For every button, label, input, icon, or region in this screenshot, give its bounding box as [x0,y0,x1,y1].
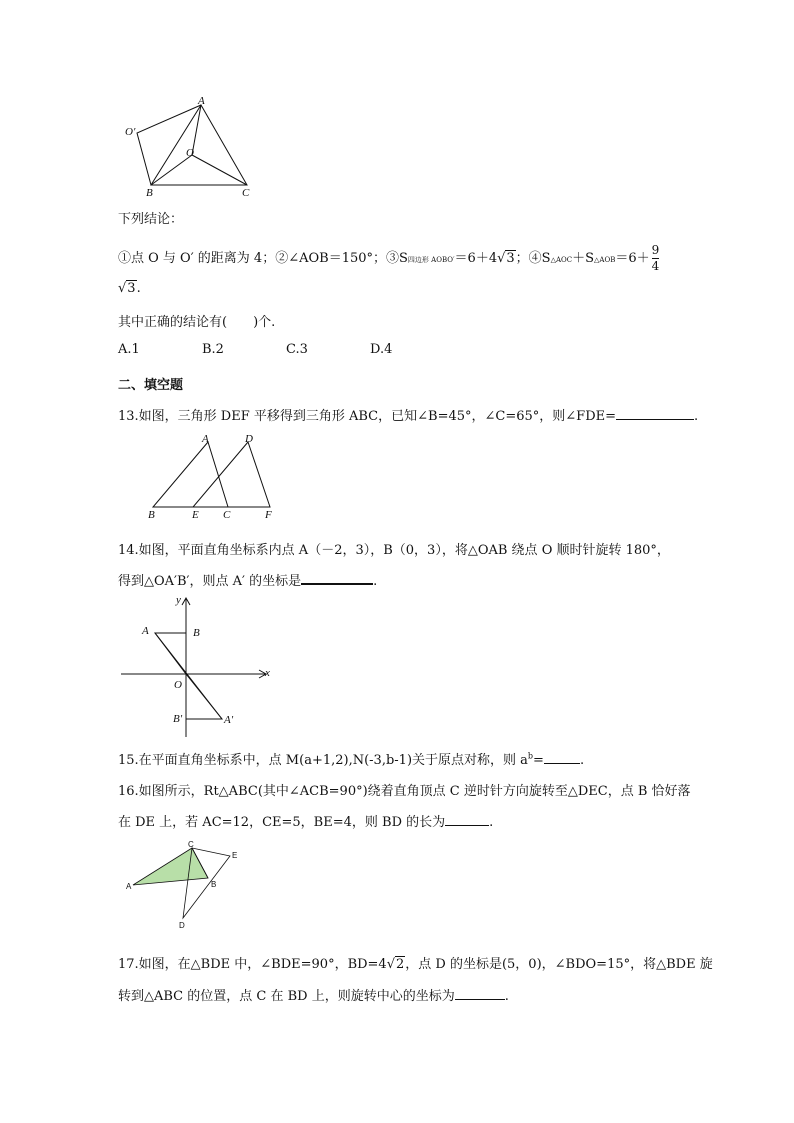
q12-intro: 下列结论： [118,212,184,227]
q12-s1: ①点 O 与 O′ 的距离为 4；②∠AOB＝150°；③S [118,251,408,266]
q13-end: . [694,409,699,424]
q14-label-y: y [176,594,181,606]
q12-option-c: C.3 [286,342,308,357]
q13-label-a: A [202,433,209,445]
q14-segment-a-a-prime [155,633,222,719]
q12-cont-end: . [136,281,141,296]
q13-label-c: C [223,509,231,521]
q14-text2 [118,570,377,589]
q14-label-b: B [193,627,200,639]
q12-label-o: O [186,147,194,159]
q16-label-c: C [188,840,194,849]
q12-s2: ＝6＋4 [454,251,498,266]
q12-option-d: D.4 [370,342,393,357]
q13-triangle-abc [153,442,228,507]
q16-triangle-abc [133,848,208,885]
q14-text1: 14.如图，平面直角坐标系内点 A（－2，3），B（0，3），将△OAB 绕点 O 顺时针旋转 180°， [118,543,670,558]
q13-figure [140,432,285,522]
q12-question: 其中正确的结论有( )个. [118,315,276,330]
q12-cont-sym: √ [118,281,127,296]
q12-s1-sub: 四边形 AOBO′ [407,256,455,264]
q12-s5: ＝6＋ [615,251,650,266]
q15-text [118,749,584,768]
q12-figure [120,95,260,205]
q13-answer-blank[interactable] [616,407,694,420]
q16-label-d: D [179,921,185,930]
q13-triangle-def [193,442,270,507]
q12-s4: ＋S [572,251,595,266]
q16-label-e: E [232,851,238,860]
q13-label-e: E [192,509,199,521]
q16-text2 [118,811,493,830]
q17-text2 [118,985,509,1004]
q17-question: 转到△ABC 的位置，点 C 在 BD 上，则旋转中心的坐标为 [118,989,455,1004]
q12-s3: ；④S [515,251,551,266]
q16-answer-blank[interactable] [445,813,489,826]
q16-text1: 16.如图所示，Rt△ABC(其中∠ACB=90°)绕着直角顶点 C 逆时针方向旋转至△DEC，点 B 恰好落 [118,784,691,799]
q12-cont-rad: 3 [127,281,136,296]
q17-part-a: 17.如图，在△BDE 中，∠BDE=90°，BD=4 [118,957,387,972]
q16-label-b: B [211,880,217,889]
q16-question: 在 DE 上，若 AC=12，CE=5，BE=4，则 BD 的长为 [118,815,446,830]
q17-text1: 17.如图，在△BDE 中，∠BDE=90°，BD=4√2，点 D 的坐标是(5，0)，∠BDO=15°，将△BDE 旋 [118,957,713,972]
q12-option-b: B.2 [202,342,224,357]
q15-answer-blank[interactable] [544,751,580,764]
q12-label-a: A [198,95,205,107]
q13-label-d: D [245,433,253,445]
q12-fraction [652,243,660,274]
q15-question: 15.在平面直角坐标系中，点 M(a+1,2),N(-3,b-1)关于原点对称，则 a [118,753,528,768]
q17-rad: 2 [396,957,405,972]
q12-frac-den: 4 [651,259,660,273]
q16-figure [120,838,250,933]
q15-eq: = [533,753,544,768]
q13-label-b: B [148,509,155,521]
q14-label-b-prime: B′ [173,713,183,725]
q12-s2-rad: 3 [506,251,515,266]
q16-end: . [489,815,494,830]
q14-label-a: A [142,625,149,637]
q12-s4-sub: △AOB [594,256,616,264]
q14-end: . [373,574,378,589]
q12-s3-sub: △AOC [550,256,573,264]
q12-option-a: A.1 [118,342,140,357]
q17-part-b: ，点 D 的坐标是(5，0)，∠BDO=15°，将△BDE 旋 [405,957,713,972]
q12-label-o-prime: O′ [125,126,136,138]
q15-sup: b [527,751,534,761]
q12-label-b: B [146,187,153,199]
q17-end: . [504,989,509,1004]
q14-label-o: O [174,679,182,691]
q14-label-x: x [265,667,270,679]
q12-segment-bo-prime-a [137,105,201,185]
q13-text [118,405,698,424]
q12-segment-bo [151,155,192,185]
q14-answer-blank[interactable] [301,571,373,585]
q12-label-c: C [242,187,250,199]
q14-figure [118,592,278,742]
q12-statements: ①点 O 与 O′ 的距离为 4；②∠AOB＝150°；③S四边形 AOBO′＝6＋4√3；④S△AOC＋S△AOB＝6＋ $\frac{9}{4}$ [118,243,660,273]
q17-answer-blank[interactable] [455,987,505,1000]
section-title: 二、填空题 [118,378,184,393]
q13-question: 13.如图，三角形 DEF 平移得到三角形 ABC，已知∠B=45°，∠C=65°，则∠FDE= [118,409,617,424]
q15-end: . [579,753,585,768]
q12-continuation [118,280,141,296]
q14-label-a-prime: A′ [224,714,234,726]
q16-label-a: A [126,882,132,891]
q13-label-f: F [265,509,272,521]
q14-question: 得到△OA′B′，则点 A′ 的坐标是 [118,574,302,589]
q12-frac-num: 9 [651,243,660,257]
